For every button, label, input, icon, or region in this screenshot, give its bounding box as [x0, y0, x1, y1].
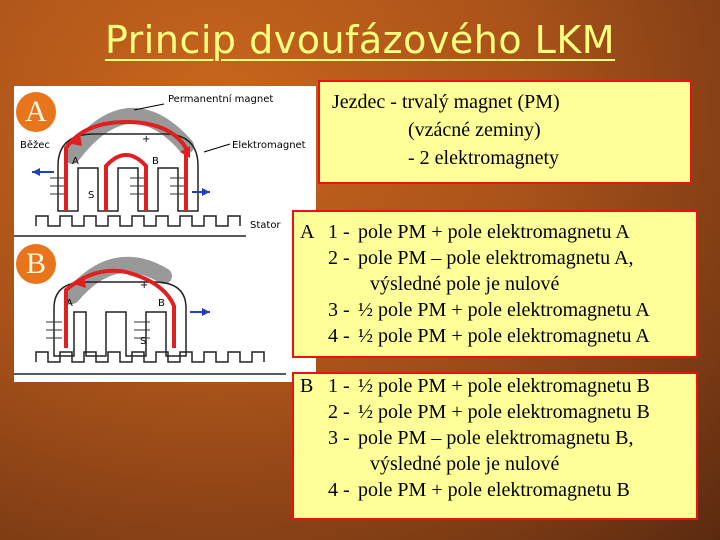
- label-pole-a-lower: A: [66, 298, 73, 309]
- phase-a-text-1: pole PM + pole elektromagnetu A: [358, 221, 630, 243]
- phase-a-num-4: 4 -: [328, 325, 350, 347]
- label-bezec: Běžec: [20, 140, 50, 151]
- label-elektromagnet: Elektromagnet: [232, 140, 306, 151]
- phase-a-box: [292, 210, 698, 358]
- page-title: Princip dvoufázového LKM: [104, 18, 616, 62]
- rider-description-box: [318, 80, 692, 184]
- label-plus: +: [142, 134, 151, 145]
- phase-a-text-4: ½ pole PM + pole elektromagnetu A: [358, 325, 650, 347]
- stator-b: [36, 352, 264, 362]
- label-plus-lower: +: [140, 280, 149, 291]
- phase-b-text-3: pole PM – pole elektromagnetu B,: [358, 427, 634, 449]
- badge-b: B: [16, 244, 56, 284]
- label-pole-b: B: [152, 156, 159, 167]
- label-pole-a: A: [72, 156, 79, 167]
- phase-b-text-2: ½ pole PM + pole elektromagnetu B: [358, 401, 650, 423]
- phase-a-label: A: [300, 221, 315, 243]
- badge-a: A: [16, 92, 56, 132]
- label-pole-b-lower: B: [158, 298, 165, 309]
- label-permanent-magnet: Permanentní magnet: [168, 94, 274, 105]
- phase-b-num-2: 2 -: [328, 401, 350, 423]
- rider-line-1: Jezdec - trvalý magnet (PM): [332, 91, 560, 113]
- motor-diagram: [14, 86, 316, 382]
- phase-b-num-3: 3 -: [328, 427, 350, 449]
- phase-a-text-2b: výsledné pole je nulové: [370, 273, 560, 295]
- phase-b-text-1: ½ pole PM + pole elektromagnetu B: [358, 375, 650, 397]
- phase-a-num-3: 3 -: [328, 299, 350, 321]
- phase-b-text-4: pole PM + pole elektromagnetu B: [358, 479, 630, 501]
- phase-a-text-2: pole PM – pole elektromagnetu A,: [358, 247, 634, 269]
- motor-diagram-svg: [14, 86, 316, 382]
- phase-b-label: B: [300, 375, 314, 397]
- rider-line-3: - 2 elektromagnety: [408, 147, 560, 169]
- phase-b-num-4: 4 -: [328, 479, 350, 501]
- phase-b-num-1: 1 -: [328, 375, 350, 397]
- phase-a-num-1: 1 -: [328, 221, 350, 243]
- phase-b-text-3b: výsledné pole je nulové: [370, 453, 560, 475]
- rider-line-2: (vzácné zeminy): [408, 119, 541, 141]
- stator-a: [36, 216, 240, 226]
- label-s1: S: [88, 190, 95, 201]
- phase-a-text-3: ½ pole PM + pole elektromagnetu A: [358, 299, 650, 321]
- phase-a-num-2: 2 -: [328, 247, 350, 269]
- label-s2: S: [140, 336, 147, 347]
- phase-b-box: [292, 372, 698, 520]
- label-stator: Stator: [250, 220, 281, 231]
